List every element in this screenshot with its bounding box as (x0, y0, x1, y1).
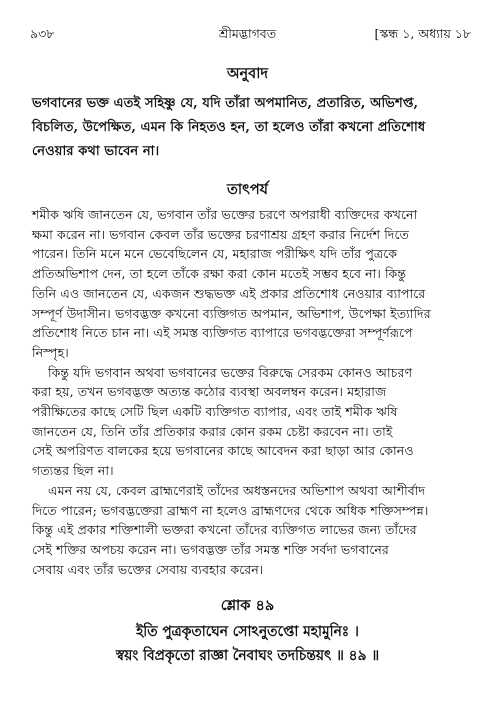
verse-line: ইতি পুত্রকৃতাঘেন সোঽনুতপ্তো মহামুনিঃ । (136, 623, 359, 641)
purport-line: গত্যন্তর ছিল না। (32, 463, 114, 479)
purport-line: পরীক্ষিতের কাছে সেটি ছিল একটি ব্যক্তিগত ব্যাপার, এবং তাই শমীক ঋষি (32, 404, 398, 419)
purport-line: এমন নয় যে, কেবল ব্রাহ্মণেরাই তাঁদের অধস্তনদের অভিশাপ অথবা আশীর্বাদ (48, 482, 426, 498)
purport-line: প্রতিশোধ নিতে চান না। এই সমস্ত ব্যক্তিগত ব্যাপারে ভগবদ্ভক্তেরা সম্পূর্ণরূপে (32, 325, 413, 341)
purport-line: সেই শক্তির অপচয় করেন না। ভগবদ্ভক্ত তাঁর সমস্ত শক্তি সর্বদা ভগবানের (32, 541, 389, 557)
purport-line: সেই অপরিণত বালকের হয়ে ভগবানের কাছে আবেদন করা ছাড়া আর কোনও (32, 443, 414, 459)
page-number: ৯৩৮ (30, 26, 55, 41)
purport-line: সেবায় এবং তাঁর ভক্তের সেবায় ব্যবহার করেন। (32, 561, 264, 577)
purport-line: ক্ষমা করেন না। ভগবান কেবল তাঁর ভক্তের চরণাশ্রয় গ্রহণ করার নির্দেশ দিতে (32, 226, 409, 242)
translation-line: ভগবানের ভক্ত এতই সহিষ্ণু যে, যদি তাঁরা অপমানিত, প্রতারিত, অভিশপ্ত, (32, 96, 419, 111)
purport-line: কিন্তু যদি ভগবান অথবা ভগবানের ভক্তের বিরুদ্ধে সেরকম কোনও আচরণ (48, 364, 413, 380)
verse-heading: শ্লোক ৪৯ (220, 597, 275, 615)
purport-heading: তাৎপর্য (226, 181, 269, 198)
verse-line: স্বয়ং বিপ্রকৃতো রাজ্ঞা নৈবাঘং তদচিন্তয়ৎ ॥ ৪৯ ॥ (115, 647, 380, 665)
book-title: শ্রীমদ্ভাগবত (218, 26, 277, 41)
purport-line: তিনি এও জানতেন যে, একজন শুদ্ধভক্ত এই প্রকার প্রতিশোধ নেওয়ার ব্যাপারে (32, 285, 426, 301)
purport-line: কিন্তু এই প্রকার শক্তিশালী ভক্তরা কখনো তাঁদের ব্যক্তিগত লাভের জন্য তাঁদের (32, 522, 417, 538)
purport-line: নিস্পৃহ। (32, 344, 69, 360)
translation-line: নেওয়ার কথা ভাবেন না। (32, 144, 160, 159)
purport-line: দিতে পারেন; ভগবদ্ভক্তেরা ব্রাহ্মণ না হলেও ব্রাহ্মণদের থেকে অধিক শক্তিসম্পন্ন। (32, 502, 429, 518)
purport-line: সম্পূর্ণ উদাসীন। ভগবদ্ভক্ত কখনো ব্যক্তিগত অপমান, অভিশাপ, উপেক্ষা ইত্যাদির (32, 305, 431, 321)
purport-line: পারেন। তিনি মনে মনে ভেবেছিলেন যে, মহারাজ পরীক্ষিৎ যদি তাঁর পুত্রকে (32, 246, 398, 262)
translation-heading: অনুবাদ (226, 65, 269, 82)
translation-line: বিচলিত, উপেক্ষিত, এমন কি নিহতও হন, তা হলেও তাঁরা কখনো প্রতিশোধ (32, 120, 426, 135)
purport-line: প্রতিঅভিশাপ দেন, তা হলে তাঁকে রক্ষা করা কোন মতেই সম্ভব হবে না। কিন্তু (32, 266, 407, 282)
purport-line: শমীক ঋষি জানতেন যে, ভগবান তাঁর ভক্তের চরণে অপরাধী ব্যক্তিদের কখনো (32, 207, 418, 222)
purport-line: জানতেন যে, তিনি তাঁর প্রতিকার করার কোন রকম চেষ্টা করবেন না। তাই (32, 423, 393, 439)
purport-line: করা হয়, তখন ভগবদ্ভক্ত অত্যন্ত কঠোর ব্যবস্থা অবলম্বন করেন। মহারাজ (32, 384, 387, 400)
chapter-reference: [স্কন্ধ ১, অধ্যায় ১৮ (374, 26, 471, 41)
